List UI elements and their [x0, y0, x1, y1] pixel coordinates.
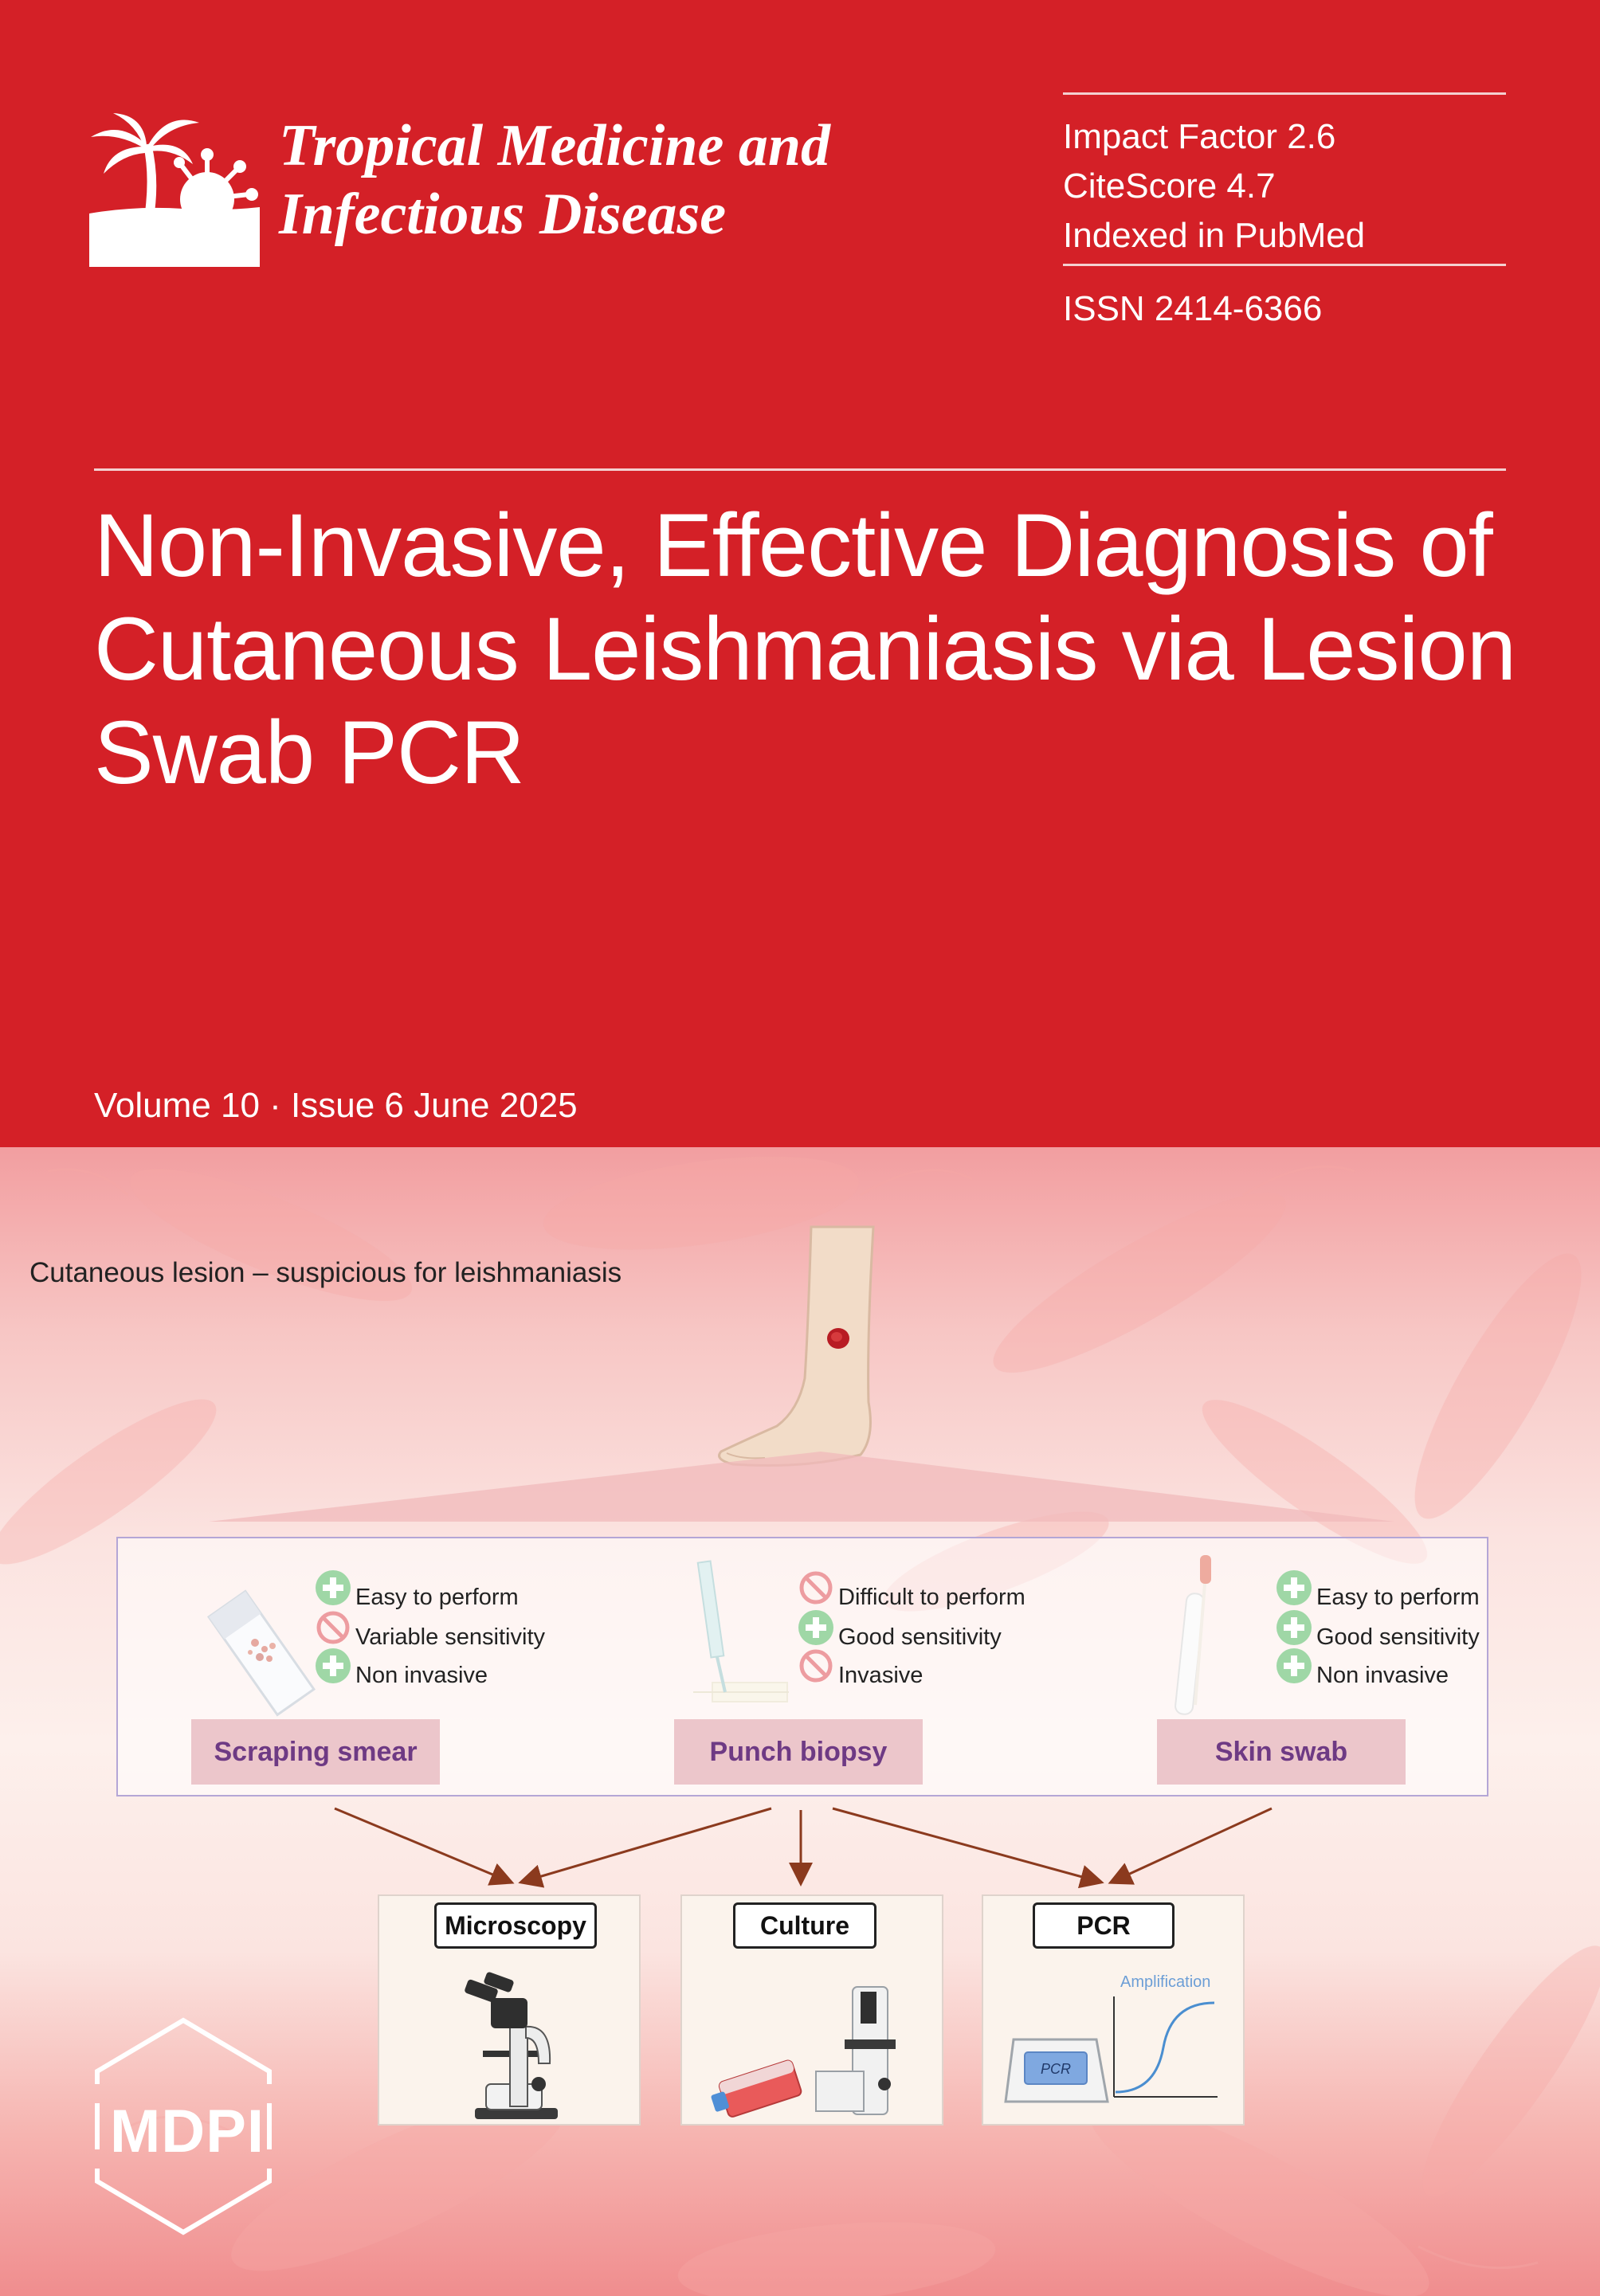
- feature-text: Invasive: [838, 1663, 924, 1688]
- impact-factor: Impact Factor 2.6: [1063, 117, 1336, 156]
- cover-header: [0, 0, 1600, 1147]
- feature-text: Easy to perform: [1316, 1585, 1480, 1610]
- issn: ISSN 2414-6366: [1063, 289, 1323, 328]
- culture-flask-icon: [708, 1987, 896, 2122]
- issue-info: Volume 10 · Issue 6 June 2025: [94, 1086, 578, 1125]
- indexing-info: Indexed in PubMed: [1063, 216, 1366, 255]
- svg-text:PCR: PCR: [1040, 2061, 1072, 2077]
- feature-text: Non invasive: [1316, 1663, 1449, 1688]
- microscope-icon: [464, 1971, 558, 2119]
- publisher-logo: MDPI: [110, 2098, 265, 2165]
- cover-artwork: [0, 1147, 1600, 2296]
- divider: [1063, 264, 1506, 266]
- palm-tree-virus-logo-icon: [88, 112, 263, 267]
- feature-text: Difficult to perform: [838, 1585, 1025, 1610]
- result-label-microscopy: Microscopy: [434, 1902, 597, 1949]
- method-label-scraping-smear: Scraping smear: [191, 1719, 440, 1785]
- method-label-punch-biopsy: Punch biopsy: [674, 1719, 923, 1785]
- method-label-skin-swab: Skin swab: [1157, 1719, 1406, 1785]
- result-label-pcr: PCR: [1033, 1902, 1175, 1949]
- journal-title-line-1: Tropical Medicine and: [279, 113, 830, 178]
- feature-text: Variable sensitivity: [355, 1624, 546, 1650]
- citescore: CiteScore 4.7: [1063, 167, 1276, 206]
- article-title: Non-Invasive, Effective Diagnosis of Cutaneous Leishmaniasis via Lesion Swab PCR: [94, 496, 1516, 802]
- result-label-culture: Culture: [733, 1902, 876, 1949]
- lesion-caption: Cutaneous lesion – suspicious for leishmaniasis: [29, 1257, 622, 1288]
- feature-text: Easy to perform: [355, 1585, 519, 1610]
- divider: [94, 468, 1506, 471]
- amplification-curve-icon: [1114, 1996, 1218, 2097]
- feature-text: Good sensitivity: [838, 1624, 1002, 1650]
- divider: [1063, 92, 1506, 95]
- feature-text: Good sensitivity: [1316, 1624, 1480, 1650]
- journal-title-line-2: Infectious Disease: [279, 182, 727, 247]
- amplification-label: Amplification: [1120, 1973, 1211, 1991]
- pcr-machine-icon: [1006, 2039, 1108, 2102]
- feature-text: Non invasive: [355, 1663, 488, 1688]
